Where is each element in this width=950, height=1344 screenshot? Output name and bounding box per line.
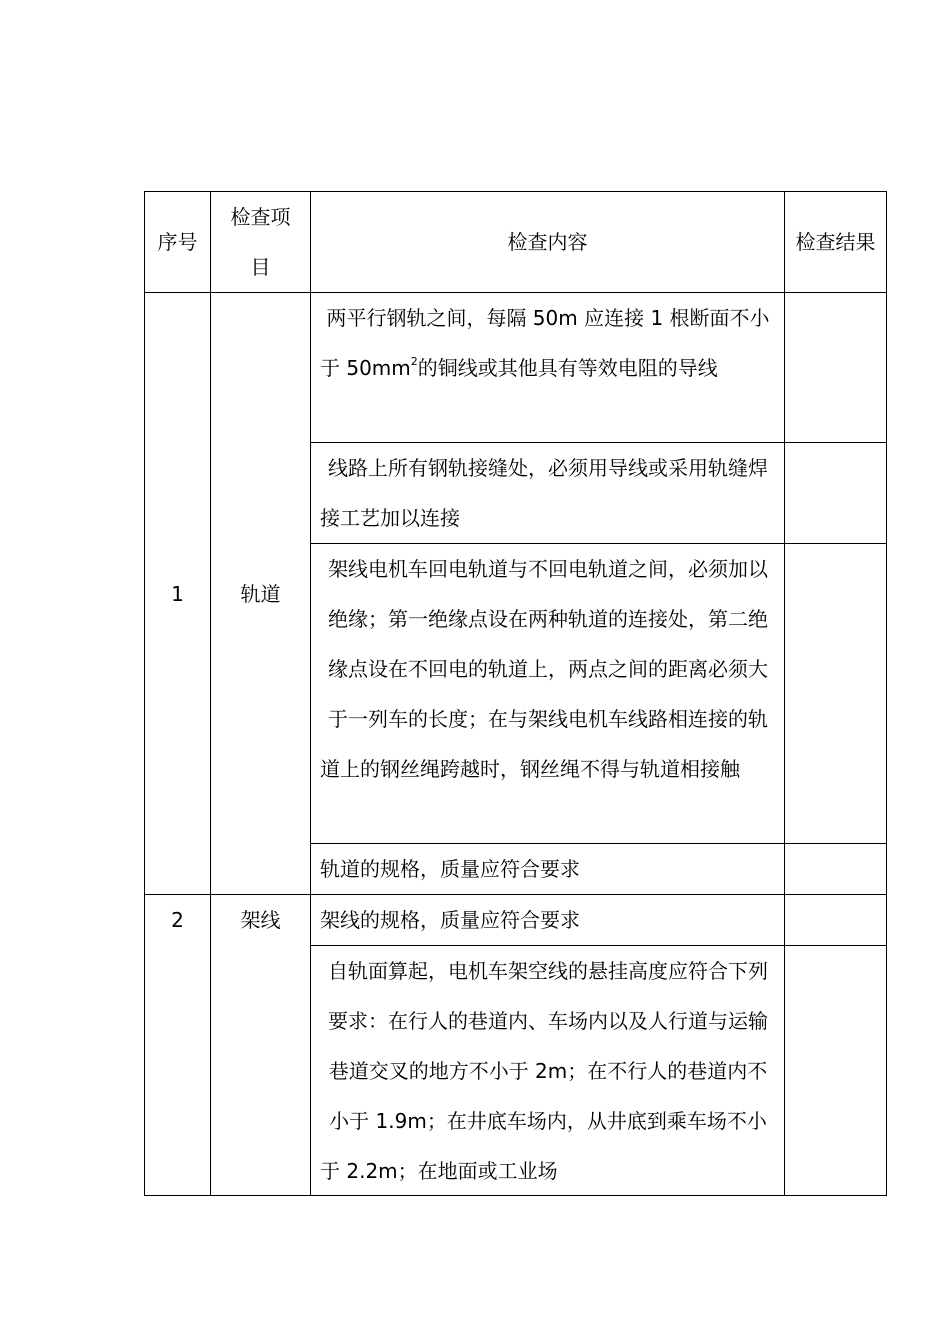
table-row <box>145 895 887 946</box>
superscript: 2 <box>410 355 418 368</box>
header-no: 序号 <box>145 192 211 293</box>
check-result <box>785 895 887 946</box>
check-content: 架线的规格，质量应符合要求 <box>311 895 785 946</box>
check-content: 线路上所有钢轨接缝处，必须用导线或采用轨缝焊接工艺加以连接 <box>311 443 785 544</box>
content-text-pre: 两平行钢轨之间，每隔 50m 应连接 1 根断面不小于 50mm <box>320 306 770 380</box>
check-result <box>785 443 887 544</box>
content-text-post: 的铜线或其他具有等效电阻的导线 <box>417 356 718 380</box>
header-item: 检查项目 <box>211 192 311 293</box>
header-result: 检查结果 <box>785 192 887 293</box>
header-content: 检查内容 <box>311 192 785 293</box>
check-result <box>785 946 887 1196</box>
check-result <box>785 293 887 443</box>
check-content: 架线电机车回电轨道与不回电轨道之间，必须加以绝缘；第一绝缘点设在两种轨道的连接处，第二绝缘点设在不回电的轨道上，两点之间的距离必须大于一列车的长度；在与架线电机车线路相连接的轨道上的钢丝绳跨越时，钢丝绳不得与轨道相接触 <box>311 544 785 844</box>
check-result <box>785 544 887 844</box>
table-header-row <box>145 192 887 293</box>
group-2-item: 架线 <box>211 895 311 1196</box>
check-content <box>311 293 785 443</box>
check-content: 轨道的规格，质量应符合要求 <box>311 844 785 895</box>
group-1-no: 1 <box>145 293 211 895</box>
check-result <box>785 844 887 895</box>
group-2-no: 2 <box>145 895 211 1196</box>
content-text: 自轨面算起，电机车架空线的悬挂高度应符合下列要求：在行人的巷道内、车场内以及人行道与运输巷道交叉的地方不小于 2m；在不行人的巷道内不小于 1.9m；在井底车场内，从井底到乘车场不小于 2.2m；在地面或工业场 <box>320 959 768 1183</box>
inspection-table <box>144 191 887 1196</box>
check-content <box>311 946 785 1196</box>
table-row <box>145 293 887 443</box>
group-1-item: 轨道 <box>211 293 311 895</box>
